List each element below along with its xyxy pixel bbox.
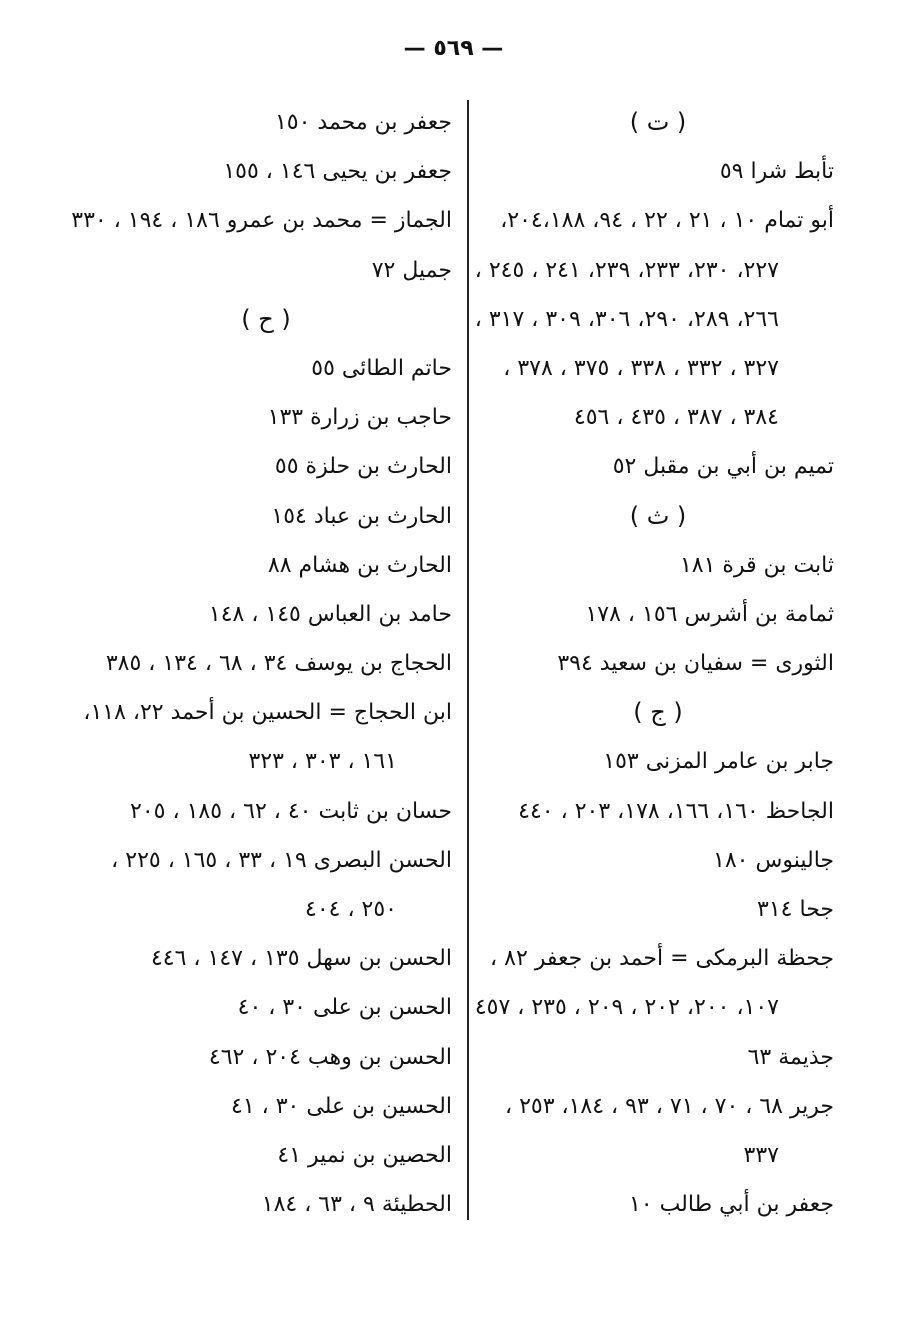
index-entry: جذيمة ٦٣ [747, 1044, 834, 1070]
index-entry: الحارث بن عباد ١٥٤ [271, 503, 452, 529]
index-entry: جابر بن عامر المزنى ١٥٣ [603, 749, 834, 775]
index-entry: ابن الحجاج = الحسين بن أحمد ٢٢، ١١٨، [83, 700, 452, 726]
index-entry: تأبط شرا ٥٩ [719, 159, 834, 185]
index-entry-continuation: ١٠٧، ٢٠٠، ٢٠٢ ، ٢٠٩ ، ٢٣٥ ، ٤٥٧ [474, 995, 779, 1021]
index-entry: جحا ٣١٤ [757, 897, 834, 922]
index-entry: حامد بن العباس ١٤٥ ، ١٤٨ [208, 601, 452, 627]
index-entry: أبو تمام ١٠ ، ٢١ ، ٢٢ ، ٩٤، ٢٠٤،١٨٨، [500, 208, 834, 234]
index-entry-continuation: ٢٥٠ ، ٤٠٤ [305, 897, 397, 922]
index-entry: تميم بن أبي بن مقبل ٥٢ [612, 454, 834, 480]
index-entry: جحظة البرمكى = أحمد بن جعفر ٨٢ ، [490, 946, 834, 972]
index-entry: جعفر بن أبي طالب ١٠ [628, 1192, 834, 1218]
index-entry: الحسن بن سهل ١٣٥ ، ١٤٧ ، ٤٤٦ [150, 946, 452, 972]
index-entry: جرير ٦٨ ، ٧٠ ، ٧١ ، ٩٣ ، ١٨٤، ٢٥٣ ، [504, 1093, 834, 1119]
letter-heading: ( ت ) [629, 108, 687, 136]
index-entry: ثابت بن قرة ١٨١ [679, 552, 834, 578]
index-entry: الحارث بن حلزة ٥٥ [274, 454, 452, 480]
index-entry-continuation: ١٦١ ، ٣٠٣ ، ٣٢٣ [248, 749, 397, 775]
column-divider [467, 100, 469, 1220]
index-entry: الحجاج بن يوسف ٣٤ ، ٦٨ ، ١٣٤ ، ٣٨٥ [105, 651, 452, 677]
index-entry: حاتم الطائى ٥٥ [311, 355, 452, 381]
index-entry-continuation: ٣٢٧ ، ٣٣٢ ، ٣٣٨ ، ٣٧٥ ، ٣٧٨ ، [503, 355, 779, 381]
index-entry: الجماز = محمد بن عمرو ١٨٦ ، ١٩٤ ، ٣٣٠ [71, 208, 452, 234]
index-column-right [474, 98, 834, 1229]
letter-heading: ( ث ) [629, 501, 687, 530]
index-entry: الحسن بن على ٣٠ ، ٤٠ [237, 995, 452, 1021]
index-entry-continuation: ٣٣٧ [743, 1142, 779, 1168]
index-entry-continuation: ٣٨٤ ، ٣٨٧ ، ٤٣٥ ، ٤٥٦ [573, 405, 779, 431]
page-number: — ٥٦٩ — [403, 36, 504, 61]
index-entry: جعفر بن يحيى ١٤٦ ، ١٥٥ [223, 159, 452, 185]
index-entry: الحسن بن وهب ٢٠٤ ، ٤٦٢ [208, 1044, 452, 1070]
letter-heading: ( ح ) [241, 304, 291, 333]
index-entry: الحسين بن على ٣٠ ، ٤١ [231, 1093, 452, 1119]
index-entry: الحطيئة ٩ ، ٦٣ ، ١٨٤ [261, 1192, 452, 1218]
index-entry: الحارث بن هشام ٨٨ [267, 552, 452, 578]
index-entry-continuation: ٢٢٧، ٢٣٠، ٢٣٣، ٢٣٩، ٢٤١ ، ٢٤٥ ، [474, 257, 779, 283]
index-entry: حسان بن ثابت ٤٠ ، ٦٢ ، ١٨٥ ، ٢٠٥ [130, 798, 452, 824]
index-entry: جميل ٧٢ [371, 257, 452, 283]
index-entry: الحسن البصرى ١٩ ، ٣٣ ، ١٦٥ ، ٢٢٥ ، [111, 847, 452, 873]
index-column-left [71, 98, 452, 1229]
index-entry: ثمامة بن أشرس ١٥٦ ، ١٧٨ [585, 601, 834, 627]
index-entry: الثورى = سفيان بن سعيد ٣٩٤ [557, 651, 834, 677]
index-entry: الجاحظ ١٦٠، ١٦٦، ١٧٨، ٢٠٣ ، ٤٤٠ [518, 798, 834, 824]
index-entry: جالينوس ١٨٠ [713, 847, 834, 873]
index-entry: جعفر بن محمد ١٥٠ [274, 110, 452, 135]
index-entry: الحصين بن نمير ٤١ [277, 1142, 452, 1168]
index-entry-continuation: ٢٦٦، ٢٨٩، ٢٩٠، ٣٠٦، ٣٠٩ ، ٣١٧ ، [474, 306, 779, 332]
index-entry: حاجب بن زرارة ١٣٣ [267, 405, 452, 431]
letter-heading: ( ج ) [633, 698, 683, 727]
